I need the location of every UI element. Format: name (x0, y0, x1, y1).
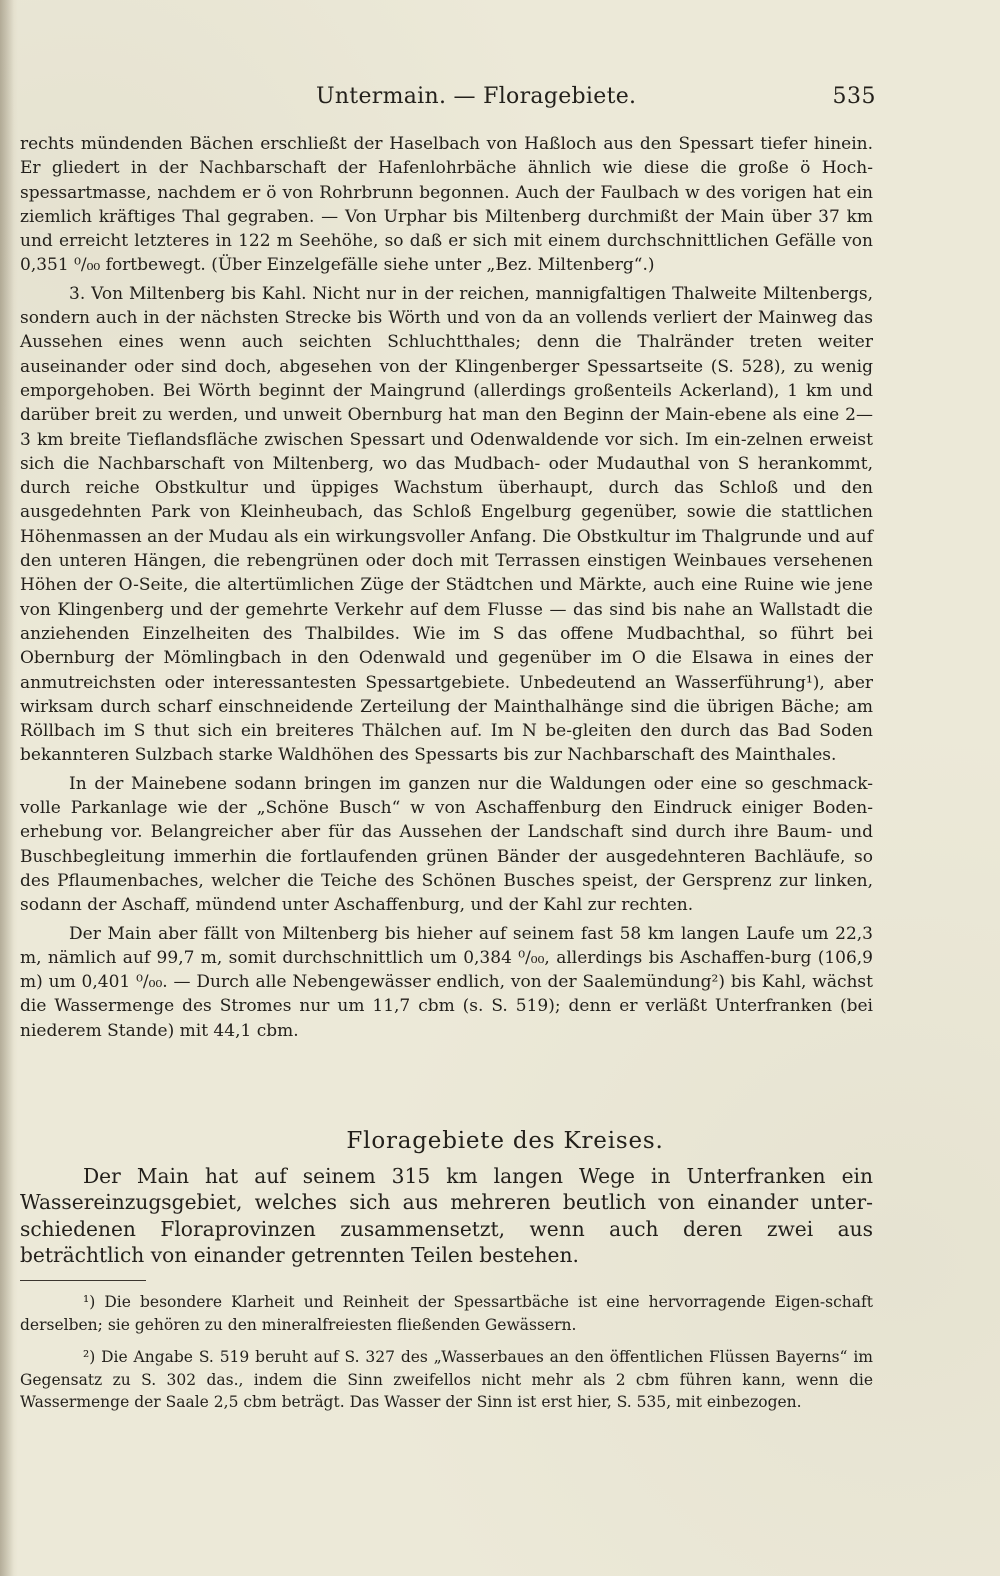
footnote-1: ¹) Die besondere Klarheit und Reinheit der Spessartbäche ist eine hervorragende Eigen-schaft derselben; sie gehören zu den mineralfreiesten fließenden Gewässern. (20, 1293, 873, 1334)
paragraph-1: rechts mündenden Bächen erschließt der Haselbach von Haßloch aus den Spessart tiefer hinein. Er gliedert in der Nachbarschaft der Hafenlohrbäche ähnlich wie diese die große ö Hoch-spessartmasse, nachdem er ö von Rohrbrunn begonnen. Auch der Faulbach w des vorigen hat ein ziemlich kräftiges Thal gegraben. — Von Urphar bis Miltenberg durchmißt der Main über 37 km und erreicht letzteres in 122 m Seehöhe, so daß er sich mit einem durchschnittlichen Gefälle von 0,351 ⁰/₀₀ fortbewegt. (Über Einzelgefälle siehe unter „Bez. Miltenberg“.) (20, 134, 873, 276)
paragraph-3: In der Mainebene sodann bringen im ganzen nur die Waldungen oder eine so geschmack-volle Parkanlage wie der „Schöne Busch“ w von Aschaffenburg den Eindruck einiger Boden-erhebung vor. Belangreicher aber für das Aussehen der Landschaft sind durch ihre Baum- und Buschbegleitung immerhin die fortlaufenden grünen Bänder der ausgedehnteren Bachläufe, so des Pflaumenbaches, welcher die Teiche des Schönen Busches speist, der Gersprenz zur linken, sodann der Aschaff, mündend unter Aschaffenburg, und der Kahl zur rechten. (20, 773, 873, 916)
footnotes (20, 1291, 873, 1414)
footnote-2: ²) Die Angabe S. 519 beruht auf S. 327 des „Wasserbaues an den öffentlichen Flüssen Bayerns“ im Gegensatz zu S. 302 das., indem die Sinn zweifellos nicht mehr als 2 cbm führen kann, wenn die Wassermenge der Saale 2,5 cbm beträgt. Das Wasser der Sinn ist erst hier, S. 535, mit einbezogen. (20, 1348, 873, 1412)
running-head: Untermain. — Floragebiete. (316, 84, 637, 109)
footnote-divider (20, 1280, 146, 1281)
main-text (20, 132, 873, 1043)
binding-shadow (0, 0, 14, 1576)
paragraph-4: Der Main aber fällt von Miltenberg bis hieher auf seinem fast 58 km langen Laufe um 22,3 m, nämlich auf 99,7 m, somit durchschnittlich um 0,384 ⁰/₀₀, allerdings bis Aschaffen-burg (106,9 m) um 0,401 ⁰/₀₀. — Durch alle Nebengewässer endlich, von der Saalemündung²) bis Kahl, wächst die Wassermenge des Stromes nur um 11,7 cbm (s. S. 519); denn er verläßt Unterfranken (bei niederem Stande) mit 44,1 cbm. (20, 923, 873, 1041)
page-header (316, 82, 876, 112)
section-lead-paragraph: Der Main hat auf seinem 315 km langen Wege in Unterfranken ein Wassereinzugsgebiet, welches sich aus mehreren beutlich von einander unter-schiedenen Floraprovinzen zusammensetzt, wenn auch deren zwei aus beträchtlich von einander getrennten Teilen bestehen. (20, 1164, 873, 1267)
paragraph-2: 3. Von Miltenberg bis Kahl. Nicht nur in der reichen, mannigfaltigen Thalweite Miltenbergs, sondern auch in der nächsten Strecke bis Wörth und von da an vollends verliert der Mainweg das Aussehen eines wenn auch seichten Schluchtthales; denn die Thalränder treten weiter auseinander oder sind doch, abgesehen von der Klingenberger Spessartseite (S. 528), zu wenig emporgehoben. Bei Wörth beginnt der Maingrund (allerdings großenteils Ackerland), 1 km und darüber breit zu werden, und unweit Obernburg hat man den Beginn der Main-ebene als eine 2—3 km breite Tieflandsfläche zwischen Spessart und Odenwaldende vor sich. Im ein-zelnen erweist sich die Nachbarschaft von Miltenberg, wo das Mudbach- oder Mudauthal von S herankommt, durch reiche Obstkultur und üppiges Wachstum überhaupt, durch das Schloß und den ausgedehnten Park von Kleinheubach, das Schloß Engelburg gegenüber, sowie die stattlichen Höhenmassen an der Mudau als ein wirkungsvoller Anfang. Die Obstkultur im Thalgrunde und auf den unteren Hängen, die rebengrünen oder doch mit Terrassen einstigen Weinbaues versehenen Höhen der O-Seite, die altertümlichen Züge der Städtchen und Märkte, auch eine Ruine wie jene von Klingenberg und der gemehrte Verkehr auf dem Flusse — das sind bis nahe an Wallstadt die anziehenden Einzelheiten des Thalbildes. Wie im S das offene Mudbachthal, so führt bei Obernburg der Mömlingbach in den Odenwald und gegenüber im O die Elsawa in eines der anmutreichsten oder interessantesten Spessartgebiete. Unbedeutend an Wasserführung¹), aber wirksam durch scharf einschneidende Zerteilung der Mainthalhänge sind die übrigen Bäche; am Röllbach im S thut sich ein breiteres Thälchen auf. Im N be-gleiten den durch das Bad Soden bekannteren Sulzbach starke Waldhöhen des Spessarts bis zur Nachbarschaft des Mainthales. (20, 283, 873, 766)
page-number: 535 (832, 84, 876, 109)
section-title: Floragebiete des Kreises. (346, 1128, 664, 1154)
